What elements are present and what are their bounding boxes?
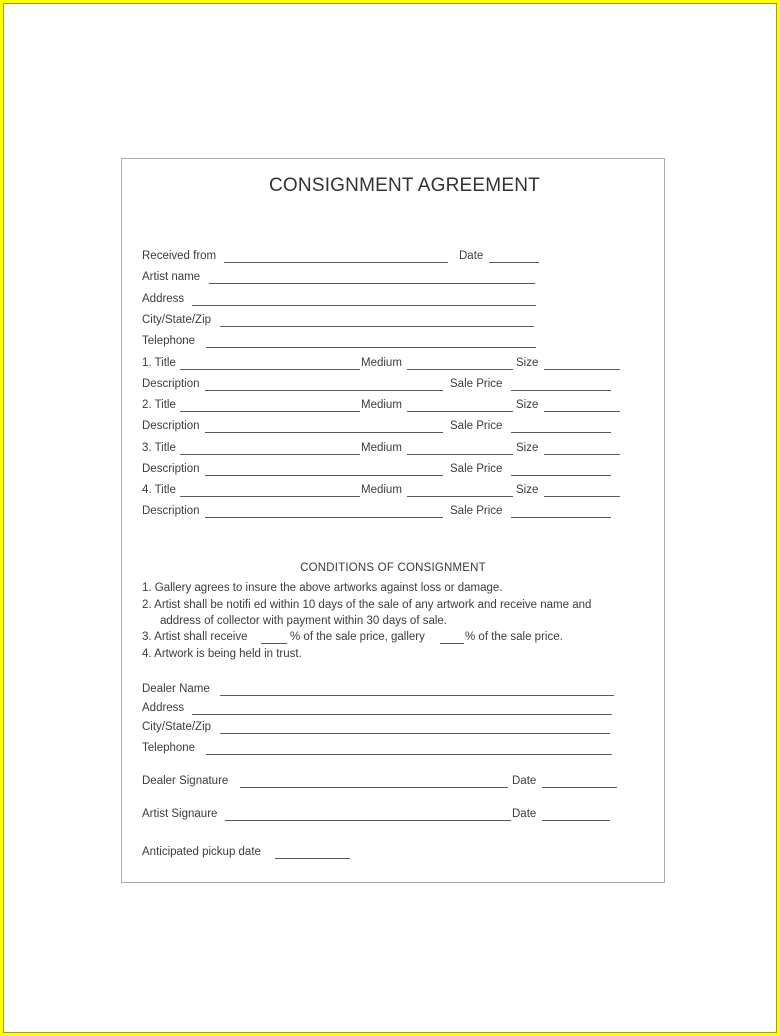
- artwork-description-label: Description: [142, 420, 200, 432]
- dealer-telephone-field[interactable]: [206, 754, 612, 755]
- pickup-date-label: Anticipated pickup date: [142, 846, 261, 858]
- artwork-size-label: Size: [516, 442, 539, 454]
- pickup-date-field[interactable]: [275, 858, 350, 859]
- artwork-description-field[interactable]: [205, 390, 443, 391]
- artist-name-field[interactable]: [209, 283, 535, 284]
- dealer-signature-label: Dealer Signature: [142, 775, 229, 787]
- artwork-medium-label: Medium: [361, 357, 402, 369]
- telephone-field[interactable]: [206, 347, 536, 348]
- artwork-sale-price-label: Sale Price: [450, 505, 503, 517]
- artwork-title-label: 4. Title: [142, 484, 176, 496]
- artwork-description-field[interactable]: [205, 432, 443, 433]
- dealer-date-label: Date: [512, 775, 537, 787]
- date-label: Date: [459, 250, 484, 262]
- artwork-sale-price-field[interactable]: [511, 432, 611, 433]
- artwork-size-field[interactable]: [544, 369, 620, 370]
- dealer-telephone-label: Telephone: [142, 742, 196, 754]
- artwork-medium-field[interactable]: [407, 454, 513, 455]
- artwork-size-field[interactable]: [544, 496, 620, 497]
- address-label: Address: [142, 293, 185, 305]
- artwork-title-field[interactable]: [180, 454, 360, 455]
- artwork-title-field[interactable]: [180, 496, 360, 497]
- condition-item: 4. Artwork is being held in trust.: [142, 648, 302, 660]
- artwork-description-label: Description: [142, 505, 200, 517]
- artist-percent-field[interactable]: [261, 643, 287, 644]
- artwork-sale-price-field[interactable]: [511, 475, 611, 476]
- artwork-medium-field[interactable]: [407, 411, 513, 412]
- artwork-title-field[interactable]: [180, 369, 360, 370]
- artwork-medium-field[interactable]: [407, 496, 513, 497]
- dealer-date-field[interactable]: [542, 787, 617, 788]
- dealer-address-field[interactable]: [192, 714, 612, 715]
- artwork-size-label: Size: [516, 484, 539, 496]
- condition-item: 3. Artist shall receive: [142, 631, 248, 643]
- artwork-size-field[interactable]: [544, 454, 620, 455]
- condition-item: 1. Gallery agrees to insure the above artworks against loss or damage.: [142, 582, 503, 594]
- artwork-description-field[interactable]: [205, 475, 443, 476]
- artwork-size-field[interactable]: [544, 411, 620, 412]
- form-title-text: CONSIGNMENT AGREEMENT: [269, 175, 540, 196]
- artwork-medium-label: Medium: [361, 442, 402, 454]
- artwork-size-label: Size: [516, 357, 539, 369]
- address-field[interactable]: [192, 305, 536, 306]
- condition-item: 2. Artist shall be notifi ed within 10 days of the sale of any artwork and receive name and: [142, 599, 592, 611]
- artist-date-field[interactable]: [542, 820, 610, 821]
- date-field[interactable]: [489, 262, 539, 263]
- city-state-zip-label: City/State/Zip: [142, 314, 212, 326]
- artwork-description-field[interactable]: [205, 517, 443, 518]
- artist-signature-label: Artist Signaure: [142, 808, 218, 820]
- gallery-percent-field[interactable]: [440, 643, 464, 644]
- city-state-zip-field[interactable]: [220, 326, 534, 327]
- artwork-sale-price-label: Sale Price: [450, 420, 503, 432]
- dealer-city-state-zip-field[interactable]: [220, 733, 610, 734]
- artwork-title-label: 2. Title: [142, 399, 176, 411]
- dealer-name-label: Dealer Name: [142, 683, 210, 695]
- artist-name-label: Artist name: [142, 271, 201, 283]
- received-from-field[interactable]: [224, 262, 448, 263]
- artwork-sale-price-label: Sale Price: [450, 378, 503, 390]
- artwork-sale-price-field[interactable]: [511, 390, 611, 391]
- dealer-signature-field[interactable]: [240, 787, 508, 788]
- artwork-title-field[interactable]: [180, 411, 360, 412]
- artist-signature-field[interactable]: [225, 820, 511, 821]
- dealer-city-state-zip-label: City/State/Zip: [142, 721, 212, 733]
- condition-item-text: % of the sale price, gallery: [290, 631, 425, 643]
- consignment-form: [121, 158, 665, 883]
- dealer-name-field[interactable]: [220, 695, 614, 696]
- condition-item-continued: address of collector with payment within 30 days of sale.: [160, 615, 448, 627]
- artwork-title-label: 3. Title: [142, 442, 176, 454]
- dealer-address-label: Address: [142, 702, 185, 714]
- artwork-description-label: Description: [142, 378, 200, 390]
- artwork-size-label: Size: [516, 399, 539, 411]
- telephone-label: Telephone: [142, 335, 196, 347]
- artist-date-label: Date: [512, 808, 537, 820]
- artwork-title-label: 1. Title: [142, 357, 176, 369]
- artwork-description-label: Description: [142, 463, 200, 475]
- conditions-heading: CONDITIONS OF CONSIGNMENT: [300, 562, 486, 574]
- artwork-sale-price-label: Sale Price: [450, 463, 503, 475]
- condition-item-text: % of the sale price.: [465, 631, 563, 643]
- received-from-label: Received from: [142, 250, 217, 262]
- artwork-medium-label: Medium: [361, 484, 402, 496]
- artwork-sale-price-field[interactable]: [511, 517, 611, 518]
- artwork-medium-field[interactable]: [407, 369, 513, 370]
- artwork-medium-label: Medium: [361, 399, 402, 411]
